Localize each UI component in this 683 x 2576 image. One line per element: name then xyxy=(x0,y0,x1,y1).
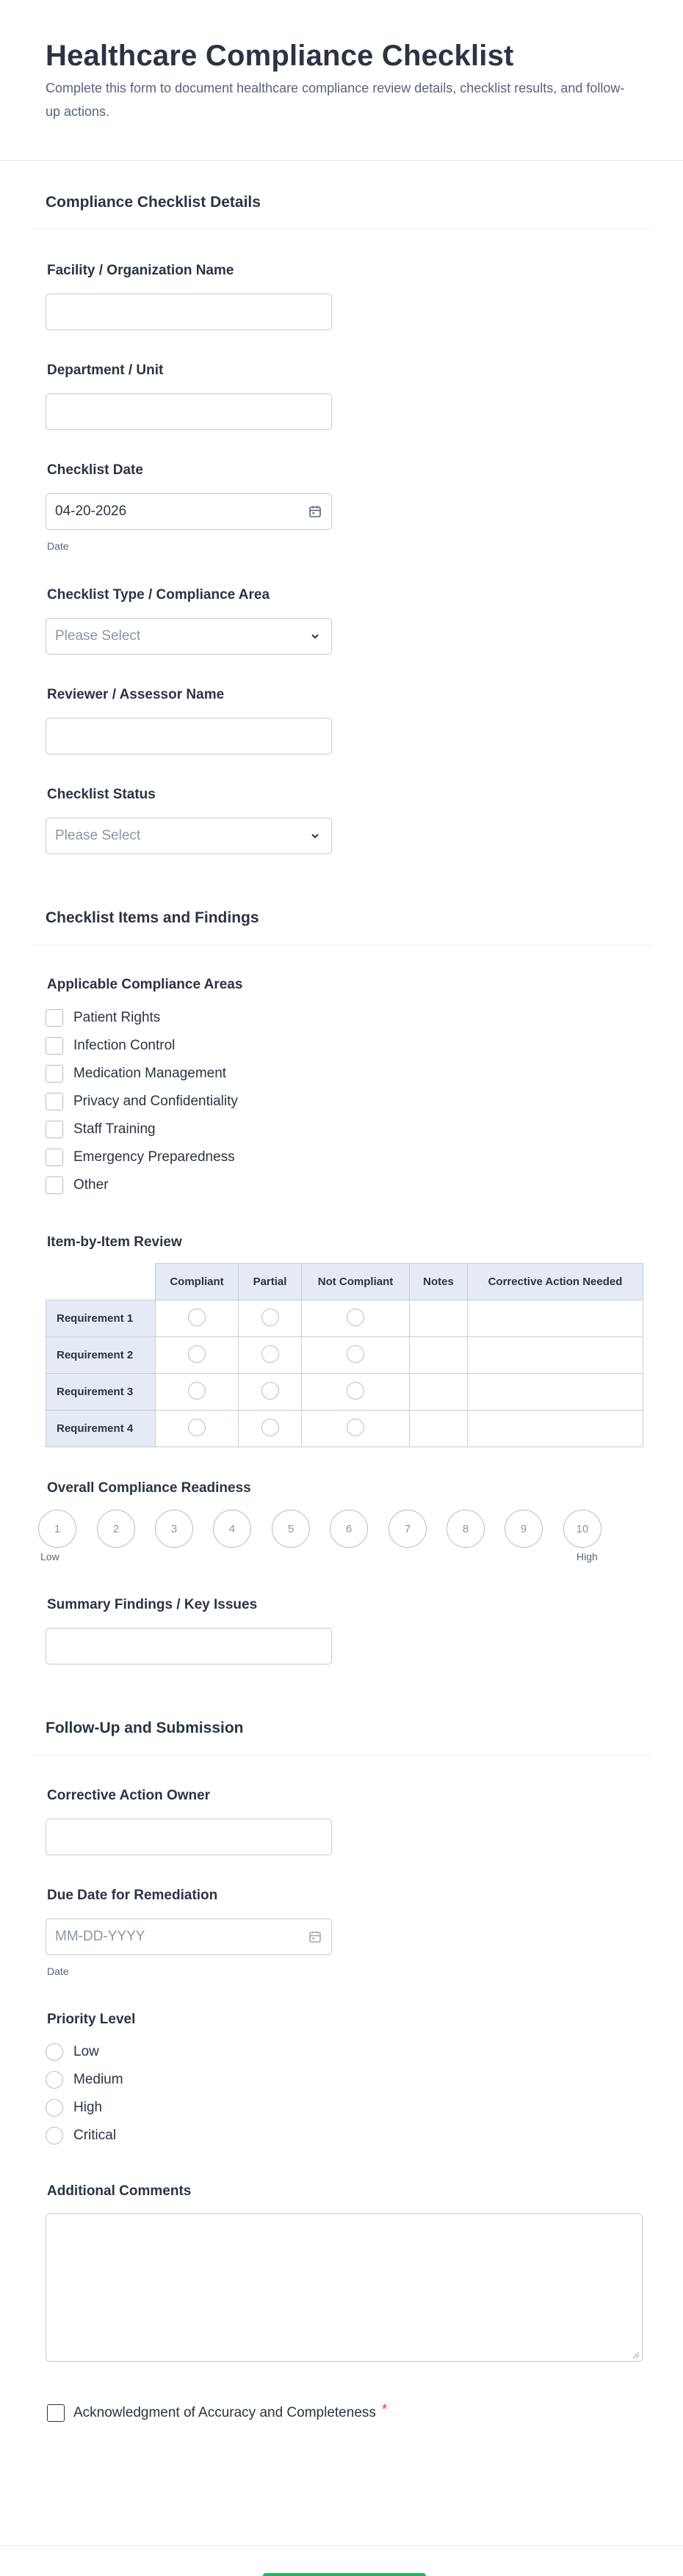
radio-label: Critical xyxy=(73,2128,117,2143)
section-title-items: Checklist Items and Findings xyxy=(46,909,259,926)
checkbox-label: Patient Rights xyxy=(73,1010,161,1025)
calendar-icon[interactable] xyxy=(308,504,322,519)
radio-label: Low xyxy=(73,2044,99,2059)
facility-label: Facility / Organization Name xyxy=(47,263,234,278)
matrix-row-header: Requirement 1 xyxy=(46,1300,156,1337)
section-title-followup: Follow-Up and Submission xyxy=(46,1720,244,1736)
radio-label: Medium xyxy=(73,2072,123,2087)
reviewer-input[interactable] xyxy=(46,718,332,754)
corrective-action-cell[interactable] xyxy=(468,1374,643,1411)
notes-cell[interactable] xyxy=(410,1300,468,1337)
scale-option[interactable]: 5 xyxy=(272,1510,310,1548)
owner-label: Corrective Action Owner xyxy=(47,1788,211,1803)
checkbox[interactable] xyxy=(46,1093,63,1110)
radio-button[interactable] xyxy=(188,1419,206,1436)
reviewer-label: Reviewer / Assessor Name xyxy=(47,687,225,702)
summary-input[interactable] xyxy=(46,1628,332,1664)
header-divider xyxy=(0,160,683,161)
matrix-column-header: Partial xyxy=(239,1264,302,1300)
corrective-action-cell[interactable] xyxy=(468,1337,643,1374)
matrix-column-header: Notes xyxy=(410,1264,468,1300)
matrix-row xyxy=(46,1374,643,1411)
acknowledgment-option[interactable] xyxy=(47,2404,387,2422)
department-label: Department / Unit xyxy=(47,363,164,378)
item-review-matrix xyxy=(46,1263,643,1447)
matrix-cell[interactable] xyxy=(302,1300,410,1337)
notes-cell[interactable] xyxy=(410,1411,468,1447)
status-select[interactable] xyxy=(46,818,332,854)
checkbox-label: Medication Management xyxy=(73,1066,227,1081)
department-input[interactable] xyxy=(46,393,332,430)
radio-button[interactable] xyxy=(347,1345,364,1363)
checkbox[interactable] xyxy=(46,1149,63,1166)
checkbox-option[interactable] xyxy=(46,1060,238,1088)
form-title: Healthcare Compliance Checklist xyxy=(46,40,514,72)
priority-radio-group xyxy=(46,2038,123,2150)
checkbox-option[interactable] xyxy=(46,1088,238,1116)
notes-cell[interactable] xyxy=(410,1337,468,1374)
checkbox-label: Infection Control xyxy=(73,1038,176,1053)
checkbox-option[interactable] xyxy=(46,1171,238,1199)
compliance-areas-label: Applicable Compliance Areas xyxy=(47,977,243,992)
radio-button[interactable] xyxy=(261,1309,279,1326)
radio-button[interactable] xyxy=(261,1419,279,1436)
checkbox-label: Other xyxy=(73,1177,109,1193)
checkbox-option[interactable] xyxy=(46,1116,238,1143)
checkbox-label: Emergency Preparedness xyxy=(73,1149,235,1165)
status-label: Checklist Status xyxy=(47,787,156,802)
checkbox-label: Staff Training xyxy=(73,1121,156,1137)
scale-option[interactable]: 6 xyxy=(330,1510,368,1548)
checkbox[interactable] xyxy=(46,1176,63,1194)
form-description: Complete this form to document healthcare compliance review details, checklist results, and follow-up actions. xyxy=(46,81,625,119)
matrix-cell[interactable] xyxy=(156,1374,239,1411)
chevron-down-icon xyxy=(308,829,322,843)
matrix-cell[interactable] xyxy=(302,1337,410,1374)
radio-button[interactable] xyxy=(261,1382,279,1400)
checklist-date-sublabel: Date xyxy=(47,540,69,552)
acknowledgment-label: Acknowledgment of Accuracy and Completeness xyxy=(73,2405,376,2420)
submit-button[interactable] xyxy=(263,2573,426,2576)
readiness-scale xyxy=(38,1510,618,1551)
comments-textarea[interactable] xyxy=(46,2213,643,2362)
matrix-row xyxy=(46,1411,643,1447)
scale-option[interactable]: 9 xyxy=(505,1510,543,1548)
radio-button[interactable] xyxy=(261,1345,279,1363)
readiness-label: Overall Compliance Readiness xyxy=(47,1480,251,1496)
matrix-cell[interactable] xyxy=(239,1337,302,1374)
scale-option[interactable]: 8 xyxy=(447,1510,485,1548)
checklist-date-field[interactable] xyxy=(46,493,332,530)
checklist-date-label: Checklist Date xyxy=(47,462,143,478)
status-placeholder: Please Select xyxy=(55,828,141,843)
owner-input[interactable] xyxy=(46,1819,332,1855)
checkbox-option[interactable] xyxy=(46,1004,238,1032)
section-title-details: Compliance Checklist Details xyxy=(46,194,261,211)
checkbox[interactable] xyxy=(46,1065,63,1083)
matrix-row-header: Requirement 3 xyxy=(46,1374,156,1411)
scale-high-label: High xyxy=(577,1551,598,1562)
radio-button[interactable] xyxy=(46,2043,63,2061)
matrix-row-header: Requirement 2 xyxy=(46,1337,156,1374)
matrix-column-header: Corrective Action Needed xyxy=(468,1264,643,1300)
matrix-cell[interactable] xyxy=(302,1374,410,1411)
checkbox-option[interactable] xyxy=(46,1143,238,1171)
matrix-row-header: Requirement 4 xyxy=(46,1411,156,1447)
matrix-row xyxy=(46,1300,643,1337)
checklist-type-select[interactable] xyxy=(46,618,332,655)
corrective-action-cell[interactable] xyxy=(468,1300,643,1337)
radio-option[interactable] xyxy=(46,2066,123,2094)
item-review-label: Item-by-Item Review xyxy=(47,1234,182,1250)
matrix-column-header: Compliant xyxy=(156,1264,239,1300)
radio-button[interactable] xyxy=(46,2099,63,2117)
corrective-action-cell[interactable] xyxy=(468,1411,643,1447)
matrix-cell[interactable] xyxy=(239,1411,302,1447)
due-date-field[interactable] xyxy=(46,1918,332,1955)
section-divider xyxy=(31,228,651,229)
radio-button[interactable] xyxy=(46,2127,63,2144)
matrix-cell[interactable] xyxy=(156,1337,239,1374)
chevron-down-icon xyxy=(308,629,322,644)
checkbox[interactable] xyxy=(46,1009,63,1027)
radio-button[interactable] xyxy=(347,1309,364,1326)
radio-option[interactable] xyxy=(46,2094,123,2122)
radio-button[interactable] xyxy=(188,1345,206,1363)
due-date-label: Due Date for Remediation xyxy=(47,1888,218,1903)
radio-button[interactable] xyxy=(347,1419,364,1436)
radio-option[interactable] xyxy=(46,2122,123,2150)
notes-cell[interactable] xyxy=(410,1374,468,1411)
checkbox-label: Privacy and Confidentiality xyxy=(73,1094,238,1109)
radio-button[interactable] xyxy=(46,2071,63,2089)
matrix-cell[interactable] xyxy=(239,1300,302,1337)
matrix-corner xyxy=(46,1264,156,1300)
radio-button[interactable] xyxy=(188,1382,206,1400)
matrix-row xyxy=(46,1337,643,1374)
scale-option[interactable]: 10 xyxy=(563,1510,601,1548)
acknowledgment-checkbox[interactable] xyxy=(47,2404,65,2422)
summary-label: Summary Findings / Key Issues xyxy=(47,1597,258,1612)
radio-button[interactable] xyxy=(188,1309,206,1326)
calendar-icon[interactable] xyxy=(308,1929,322,1944)
scale-option[interactable]: 3 xyxy=(155,1510,193,1548)
due-date-placeholder: MM-DD-YYYY xyxy=(55,1929,145,1944)
scale-option[interactable]: 7 xyxy=(389,1510,427,1548)
due-date-sublabel: Date xyxy=(47,1965,69,1977)
footer-divider xyxy=(0,2545,683,2546)
checklist-type-placeholder: Please Select xyxy=(55,628,141,644)
resize-handle-icon[interactable] xyxy=(631,2350,640,2359)
checkbox[interactable] xyxy=(46,1121,63,1138)
radio-button[interactable] xyxy=(347,1382,364,1400)
matrix-cell[interactable] xyxy=(302,1411,410,1447)
scale-option[interactable]: 1 xyxy=(38,1510,76,1548)
scale-low-label: Low xyxy=(40,1551,59,1562)
form-header xyxy=(46,38,633,123)
priority-label: Priority Level xyxy=(47,2012,136,2027)
checkbox[interactable] xyxy=(46,1037,63,1055)
radio-option[interactable] xyxy=(46,2038,123,2066)
required-asterisk: * xyxy=(381,2402,388,2417)
matrix-column-header: Not Compliant xyxy=(302,1264,410,1300)
comments-label: Additional Comments xyxy=(47,2183,192,2199)
radio-label: High xyxy=(73,2100,103,2115)
checklist-date-value: 04-20-2026 xyxy=(55,503,127,519)
facility-input[interactable] xyxy=(46,294,332,330)
scale-option[interactable]: 4 xyxy=(213,1510,251,1548)
matrix-cell[interactable] xyxy=(156,1411,239,1447)
compliance-areas-checklist xyxy=(46,1004,238,1199)
scale-option[interactable]: 2 xyxy=(97,1510,135,1548)
checkbox-option[interactable] xyxy=(46,1032,238,1060)
matrix-cell[interactable] xyxy=(239,1374,302,1411)
matrix-cell[interactable] xyxy=(156,1300,239,1337)
checklist-type-label: Checklist Type / Compliance Area xyxy=(47,587,270,603)
